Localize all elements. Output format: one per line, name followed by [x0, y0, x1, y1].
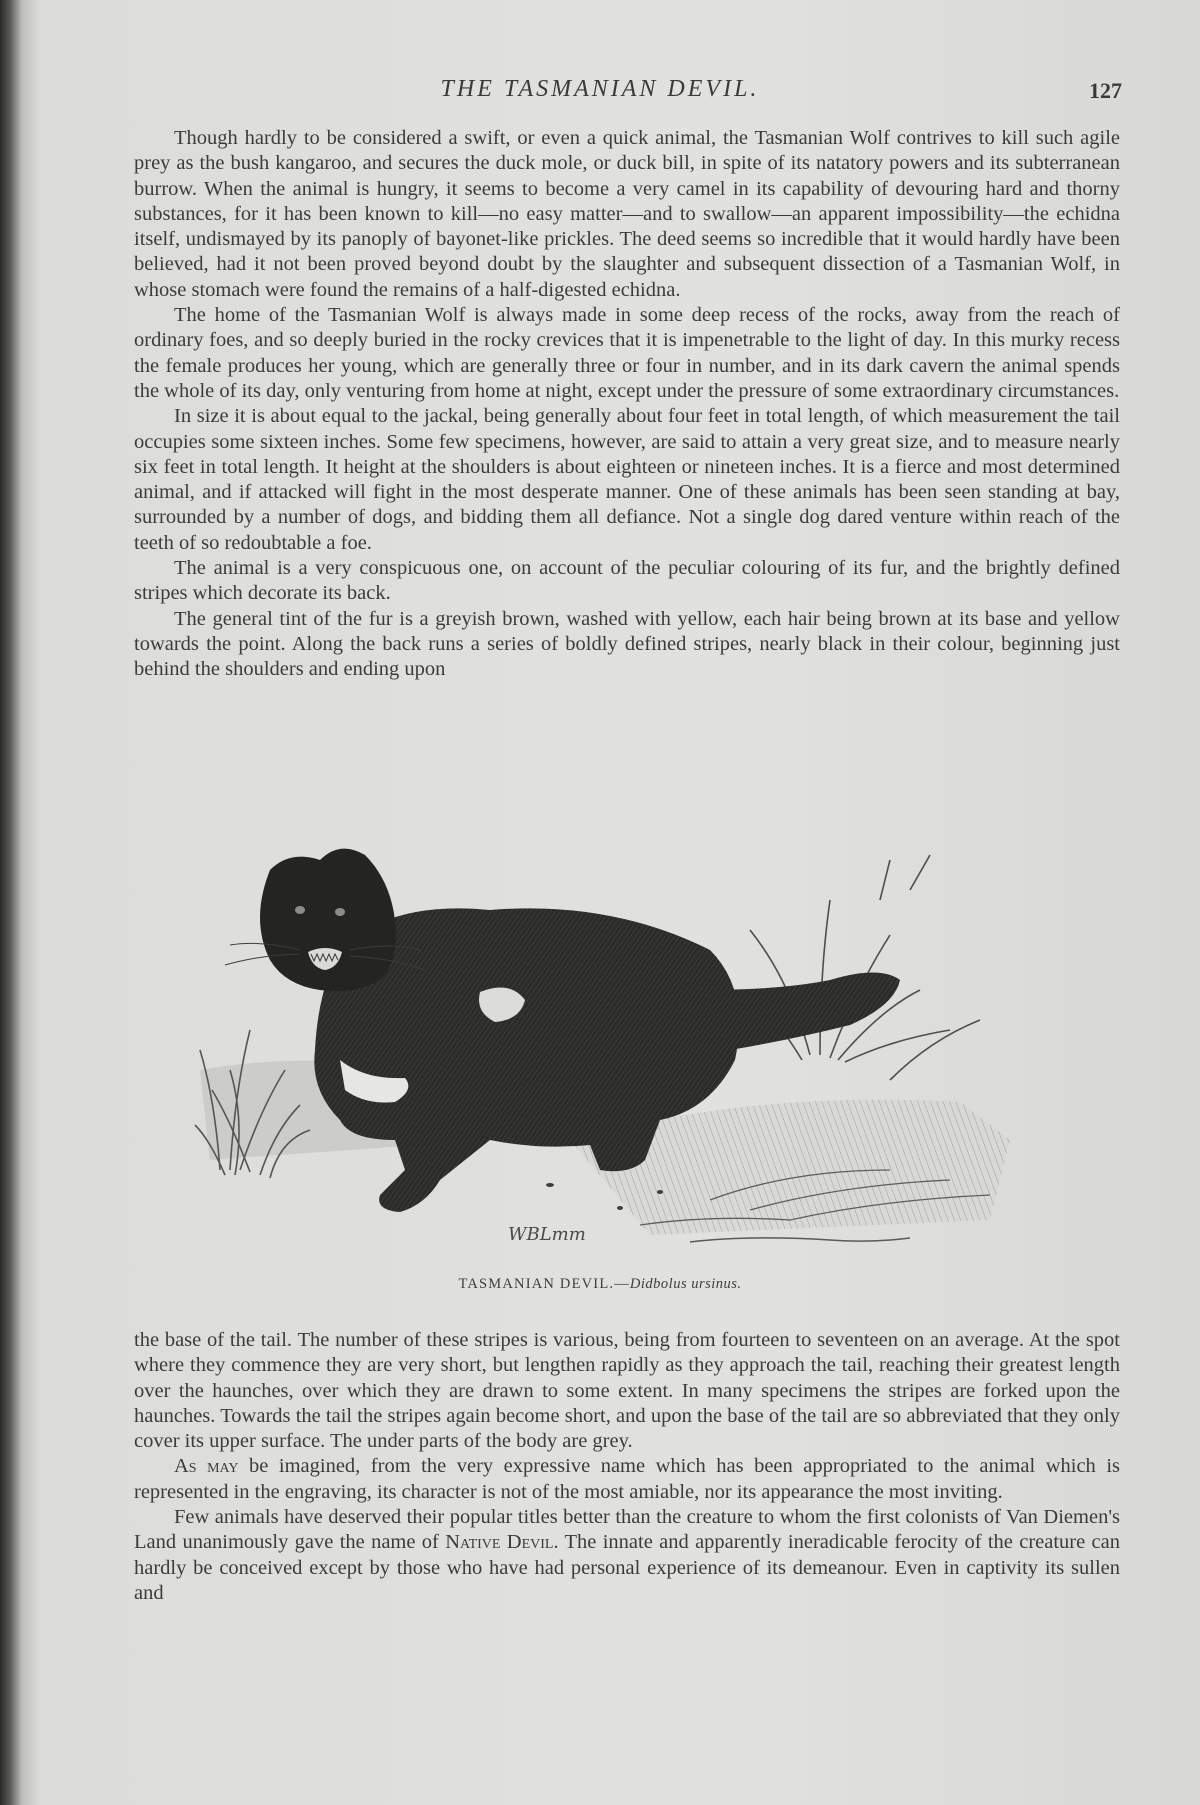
native-devil-name: Native Devil: [445, 1531, 554, 1554]
lower-text-block: [134, 1328, 1120, 1606]
caption-title: TASMANIAN DEVIL.—: [458, 1276, 630, 1292]
running-head: [0, 72, 1200, 112]
paragraph: The general tint of the fur is a greyish brown, washed with yellow, each hair being brown at its base and yellow towards the point. Along the back runs a series of boldly defined stripes, nearly black in their colour, beginning just behind the shoulders and ending upon: [134, 607, 1120, 681]
paragraph: In size it is about equal to the jackal, being generally about four feet in total length, of which measurement the tail occupies some sixteen inches. Some few specimens, however, are said to attain a very great size, and to measure nearly six feet in total length. It height at the shoulders is about eighteen or nineteen inches. It is a fierce and most determined animal, and if attacked will fight in the most desperate manner. One of these animals has been seen standing at bay, surrounded by a number of dogs, and bidding them all defiance. Not a single dog dared venture within reach of the teeth of so redoubtable a foe.: [134, 405, 1120, 554]
page-title: THE TASMANIAN DEVIL.: [440, 76, 760, 102]
paragraph-text: be imagined, from the very expressive name which has been appropriated to the animal which is represented in the engraving, its character is not of the most amiable, nor its appearance the most inviting.: [134, 1455, 1120, 1503]
page-number: 127: [1089, 78, 1122, 103]
paragraph: Though hardly to be considered a swift, or even a quick animal, the Tasmanian Wolf contrives to kill such agile prey as the bush kangaroo, and secures the duck mole, or duck bill, in spite of its natatory powers and its subterranean burrow. When the animal is hungry, it seems to become a very camel in its capability of devouring hard and thorny substances, for it has been known to kill—no easy matter—and to swallow—an apparent impossibility—the echidna itself, undismayed by its panoply of bayonet-like prickles. The deed seems so incredible that it would hardly have been believed, had it not been proved beyond doubt by the slaughter and subsequent dissection of a Tasmanian Wolf, in whose stomach were found the remains of a half-digested echidna.: [134, 127, 1120, 301]
figure-caption: [0, 1276, 1200, 1293]
paragraph-continuation: the base of the tail. The number of these stripes is various, being from fourteen to seventeen on an average. At the spot where they commence they are very short, but lengthen rapidly as they approach the tail, reaching their greatest length over the haunches, over which they are drawn to some extent. In many specimens the stripes are forked upon the haunches. Towards the tail the stripes again become short, and upon the base of the tail are so abbreviated that they only cover its upper surface. The under parts of the body are grey.: [134, 1329, 1120, 1453]
paragraph-text: . The innate and apparently ineradicable ferocity of the creature can hardly be conceived except by those who have had personal experience of its demeanour. Even in captivity its sullen and: [134, 1531, 1120, 1604]
paragraph-text: Few animals have deserved their popular titles better than the creature to whom the first colonists of Van Diemen's Land unanimously gave the name of: [134, 1506, 1120, 1554]
paragraph: [134, 1505, 1120, 1606]
engraver-signature: WBLmm: [508, 1224, 586, 1245]
paragraph: The home of the Tasmanian Wolf is always made in some deep recess of the rocks, away from the reach of ordinary foes, and so deeply buried in the rocky crevices that it is impenetrable to the light of day. In this murky recess the female produces her young, which are generally three or four in number, and in its dark cavern the animal spends the whole of its day, only venturing from home at night, except under the pressure of some extraordinary circumstances.: [134, 304, 1120, 402]
drop-lead-words: As may: [174, 1455, 239, 1478]
engraving-illustration: [190, 840, 1040, 1270]
tasmanian-devil-engraving: [190, 840, 1040, 1270]
upper-text-block: [134, 126, 1120, 683]
paragraph: The animal is a very conspicuous one, on account of the peculiar colouring of its fur, and the brightly defined stripes which decorate its back.: [134, 557, 1120, 605]
caption-latin-name: Didbolus ursinus.: [629, 1276, 742, 1292]
paragraph: [134, 1454, 1120, 1505]
